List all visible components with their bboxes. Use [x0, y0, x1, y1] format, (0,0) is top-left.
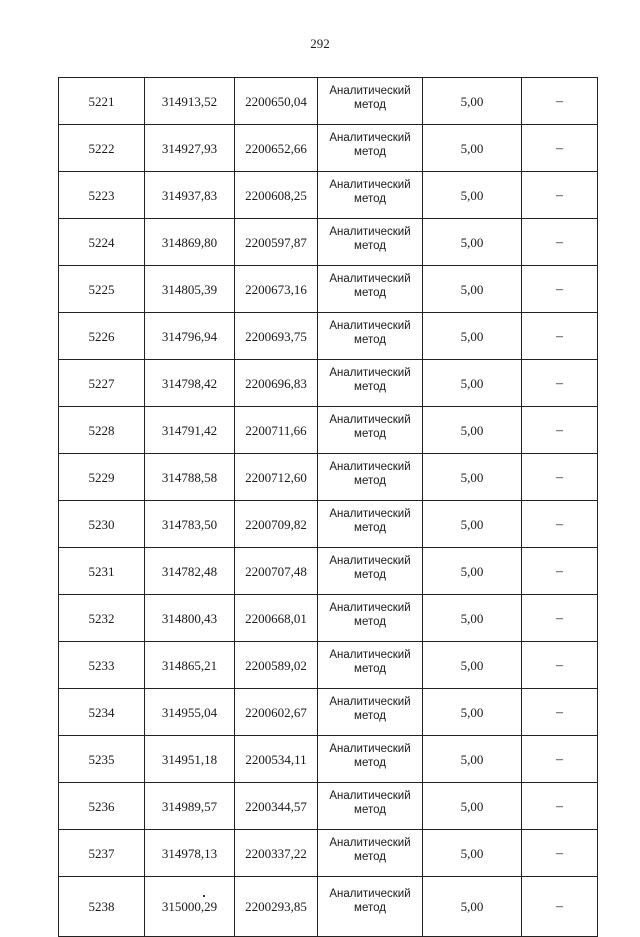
- table-row: [59, 266, 598, 313]
- note-cell: –: [522, 454, 598, 501]
- table-row: [59, 689, 598, 736]
- method-cell: Аналитический метод: [318, 877, 423, 937]
- table-row: [59, 830, 598, 877]
- accuracy-cell: 5,00: [423, 877, 522, 937]
- point-number-cell: 5230: [59, 501, 145, 548]
- accuracy-cell: 5,00: [423, 266, 522, 313]
- y-coordinate-cell: 2200712,60: [235, 454, 318, 501]
- method-cell: Аналитический метод: [318, 360, 423, 407]
- method-cell: Аналитический метод: [318, 595, 423, 642]
- table-row: [59, 736, 598, 783]
- table-row: [59, 548, 598, 595]
- y-coordinate-cell: 2200668,01: [235, 595, 318, 642]
- table-row: [59, 172, 598, 219]
- y-coordinate-cell: 2200693,75: [235, 313, 318, 360]
- note-cell: –: [522, 783, 598, 830]
- accuracy-cell: 5,00: [423, 454, 522, 501]
- x-coordinate-cell: 314796,94: [145, 313, 235, 360]
- y-coordinate-cell: 2200589,02: [235, 642, 318, 689]
- method-cell: Аналитический метод: [318, 78, 423, 125]
- y-coordinate-cell: 2200707,48: [235, 548, 318, 595]
- y-coordinate-cell: 2200608,25: [235, 172, 318, 219]
- method-cell: Аналитический метод: [318, 125, 423, 172]
- y-coordinate-cell: 2200696,83: [235, 360, 318, 407]
- method-cell: Аналитический метод: [318, 642, 423, 689]
- accuracy-cell: 5,00: [423, 407, 522, 454]
- table-row: [59, 313, 598, 360]
- table-row: [59, 501, 598, 548]
- y-coordinate-cell: 2200650,04: [235, 78, 318, 125]
- method-cell: Аналитический метод: [318, 830, 423, 877]
- accuracy-cell: 5,00: [423, 689, 522, 736]
- accuracy-cell: 5,00: [423, 172, 522, 219]
- accuracy-cell: 5,00: [423, 313, 522, 360]
- accuracy-cell: 5,00: [423, 783, 522, 830]
- note-cell: –: [522, 877, 598, 937]
- page-number: 292: [310, 36, 330, 51]
- y-coordinate-cell: 2200293,85: [235, 877, 318, 937]
- point-number-cell: 5238: [59, 877, 145, 937]
- note-cell: –: [522, 548, 598, 595]
- accuracy-cell: 5,00: [423, 736, 522, 783]
- note-cell: –: [522, 407, 598, 454]
- x-coordinate-cell: 314913,52: [145, 78, 235, 125]
- point-number-cell: 5227: [59, 360, 145, 407]
- accuracy-cell: 5,00: [423, 360, 522, 407]
- y-coordinate-cell: 2200597,87: [235, 219, 318, 266]
- table-row: [59, 78, 598, 125]
- accuracy-cell: 5,00: [423, 501, 522, 548]
- note-cell: –: [522, 78, 598, 125]
- table-row: [59, 642, 598, 689]
- table-row: [59, 125, 598, 172]
- point-number-cell: 5226: [59, 313, 145, 360]
- accuracy-cell: 5,00: [423, 125, 522, 172]
- note-cell: –: [522, 689, 598, 736]
- point-number-cell: 5232: [59, 595, 145, 642]
- method-cell: Аналитический метод: [318, 219, 423, 266]
- method-cell: Аналитический метод: [318, 407, 423, 454]
- table-row: [59, 595, 598, 642]
- accuracy-cell: 5,00: [423, 219, 522, 266]
- note-cell: –: [522, 501, 598, 548]
- note-cell: –: [522, 736, 598, 783]
- y-coordinate-cell: 2200673,16: [235, 266, 318, 313]
- x-coordinate-cell: 315000,29: [145, 877, 235, 937]
- point-number-cell: 5223: [59, 172, 145, 219]
- note-cell: –: [522, 642, 598, 689]
- note-cell: –: [522, 125, 598, 172]
- method-cell: Аналитический метод: [318, 454, 423, 501]
- point-number-cell: 5236: [59, 783, 145, 830]
- method-cell: Аналитический метод: [318, 736, 423, 783]
- y-coordinate-cell: 2200602,67: [235, 689, 318, 736]
- method-cell: Аналитический метод: [318, 689, 423, 736]
- table-row: [59, 219, 598, 266]
- method-cell: Аналитический метод: [318, 548, 423, 595]
- x-coordinate-cell: 314805,39: [145, 266, 235, 313]
- x-coordinate-cell: 314800,43: [145, 595, 235, 642]
- note-cell: –: [522, 219, 598, 266]
- method-cell: Аналитический метод: [318, 172, 423, 219]
- point-number-cell: 5235: [59, 736, 145, 783]
- x-coordinate-cell: 314798,42: [145, 360, 235, 407]
- x-coordinate-cell: 314978,13: [145, 830, 235, 877]
- accuracy-cell: 5,00: [423, 595, 522, 642]
- table-row: [59, 877, 598, 937]
- x-coordinate-cell: 314951,18: [145, 736, 235, 783]
- point-number-cell: 5233: [59, 642, 145, 689]
- x-coordinate-cell: 314937,83: [145, 172, 235, 219]
- method-cell: Аналитический метод: [318, 313, 423, 360]
- x-coordinate-cell: 314791,42: [145, 407, 235, 454]
- note-cell: –: [522, 266, 598, 313]
- x-coordinate-cell: 314782,48: [145, 548, 235, 595]
- point-number-cell: 5228: [59, 407, 145, 454]
- method-cell: Аналитический метод: [318, 501, 423, 548]
- scan-mark: [203, 895, 205, 897]
- method-cell: Аналитический метод: [318, 783, 423, 830]
- x-coordinate-cell: 314989,57: [145, 783, 235, 830]
- y-coordinate-cell: 2200344,57: [235, 783, 318, 830]
- point-number-cell: 5229: [59, 454, 145, 501]
- x-coordinate-cell: 314788,58: [145, 454, 235, 501]
- note-cell: –: [522, 360, 598, 407]
- table-body: [59, 78, 598, 937]
- point-number-cell: 5221: [59, 78, 145, 125]
- accuracy-cell: 5,00: [423, 78, 522, 125]
- x-coordinate-cell: 314865,21: [145, 642, 235, 689]
- coordinates-table: [58, 77, 598, 937]
- point-number-cell: 5237: [59, 830, 145, 877]
- x-coordinate-cell: 314955,04: [145, 689, 235, 736]
- y-coordinate-cell: 2200534,11: [235, 736, 318, 783]
- table-row: [59, 783, 598, 830]
- table-row: [59, 454, 598, 501]
- note-cell: –: [522, 172, 598, 219]
- y-coordinate-cell: 2200337,22: [235, 830, 318, 877]
- x-coordinate-cell: 314869,80: [145, 219, 235, 266]
- y-coordinate-cell: 2200711,66: [235, 407, 318, 454]
- point-number-cell: 5224: [59, 219, 145, 266]
- table-row: [59, 360, 598, 407]
- note-cell: –: [522, 830, 598, 877]
- note-cell: –: [522, 595, 598, 642]
- y-coordinate-cell: 2200652,66: [235, 125, 318, 172]
- accuracy-cell: 5,00: [423, 548, 522, 595]
- x-coordinate-cell: 314927,93: [145, 125, 235, 172]
- y-coordinate-cell: 2200709,82: [235, 501, 318, 548]
- point-number-cell: 5225: [59, 266, 145, 313]
- accuracy-cell: 5,00: [423, 830, 522, 877]
- point-number-cell: 5234: [59, 689, 145, 736]
- point-number-cell: 5222: [59, 125, 145, 172]
- table-row: [59, 407, 598, 454]
- accuracy-cell: 5,00: [423, 642, 522, 689]
- x-coordinate-cell: 314783,50: [145, 501, 235, 548]
- note-cell: –: [522, 313, 598, 360]
- point-number-cell: 5231: [59, 548, 145, 595]
- method-cell: Аналитический метод: [318, 266, 423, 313]
